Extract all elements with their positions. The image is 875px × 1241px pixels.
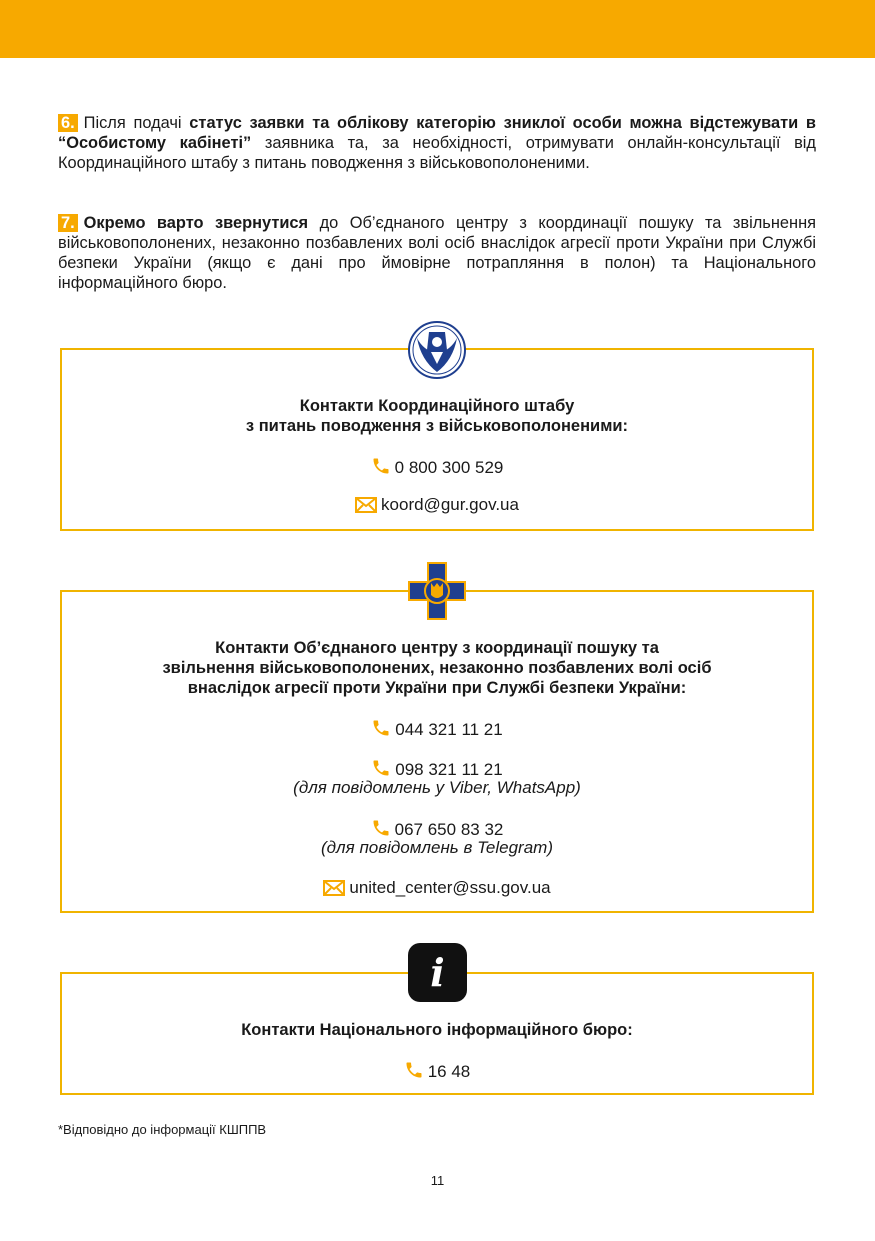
envelope-icon bbox=[355, 497, 377, 513]
phone-note: (для повідомлень в Telegram) bbox=[321, 838, 553, 857]
step-7-text-end: до Об’єднаного центру з координації пошуку та звільнення військовополонених, незаконно позбавлених волі осіб внаслідок агресії проти України при Службі безпеки України (якщо є дані про ймовірне потрапляння в полон) та Національного інформаційного бюро. bbox=[58, 214, 816, 292]
phone-icon bbox=[371, 718, 391, 738]
phone-number: 067 650 83 32 bbox=[394, 820, 504, 839]
info-icon bbox=[408, 943, 467, 1002]
envelope-icon bbox=[323, 880, 345, 896]
phone-icon bbox=[371, 456, 391, 476]
email-contact[interactable] bbox=[62, 878, 812, 898]
phone-icon bbox=[371, 818, 391, 838]
phone-number: 0 800 300 529 bbox=[394, 458, 504, 477]
phone-contact[interactable] bbox=[62, 718, 812, 740]
step-7-bold-text: Окремо варто звернутися bbox=[83, 214, 309, 232]
footnote: *Відповідно до інформації КШППВ bbox=[58, 1122, 267, 1137]
phone-contact[interactable] bbox=[62, 758, 812, 780]
box-title-line: звільнення військовополонених, незаконно позбавлених волі осіб bbox=[162, 659, 712, 677]
top-accent-bar bbox=[0, 0, 875, 58]
ssu-united-center-contacts-box bbox=[60, 590, 814, 913]
phone-icon bbox=[404, 1060, 424, 1080]
box-title-line: Контакти Національного інформаційного бюро: bbox=[241, 1021, 633, 1039]
phone-icon bbox=[371, 758, 391, 778]
email-address: united_center@ssu.gov.ua bbox=[349, 878, 551, 897]
step-number-badge: 6. bbox=[58, 114, 78, 132]
phone-contact[interactable] bbox=[62, 456, 812, 478]
phone-contact[interactable] bbox=[62, 818, 812, 840]
ssu-cross-emblem-icon bbox=[407, 561, 467, 621]
step-6-bold-text: статус заявки та облікову категорію зниклої особи можна відстежувати в “Особистому кабінеті” bbox=[58, 114, 817, 152]
box-title-line: з питань поводження з військовополоненими: bbox=[245, 417, 629, 435]
step-6-text-end: заявника та, за необхідності, отримувати онлайн-консультації від Координаційного штабу з питань поводження з військовополоненими. bbox=[58, 134, 816, 172]
step-6-paragraph bbox=[58, 113, 816, 173]
email-address: koord@gur.gov.ua bbox=[381, 495, 519, 514]
step-6-text-start: Після подачі bbox=[83, 114, 190, 132]
info-icon-letter: i bbox=[430, 950, 445, 995]
box-title-line: Контакти Координаційного штабу bbox=[299, 397, 575, 415]
box-title-line: Контакти Об’єднаного центру з координації пошуку та bbox=[215, 639, 659, 657]
intelligence-emblem-icon bbox=[407, 320, 467, 380]
phone-note: (для повідомлень у Viber, WhatsApp) bbox=[293, 778, 581, 797]
step-number-badge: 7. bbox=[58, 214, 78, 232]
page-number: 11 bbox=[430, 1173, 445, 1188]
phone-number: 098 321 11 21 bbox=[395, 760, 503, 779]
phone-number: 044 321 11 21 bbox=[395, 720, 503, 739]
phone-contact[interactable] bbox=[62, 1060, 812, 1082]
phone-number: 16 48 bbox=[427, 1062, 471, 1081]
box-title-line: внаслідок агресії проти України при Службі безпеки України: bbox=[187, 679, 687, 697]
email-contact[interactable] bbox=[62, 495, 812, 515]
step-7-paragraph bbox=[58, 213, 816, 293]
